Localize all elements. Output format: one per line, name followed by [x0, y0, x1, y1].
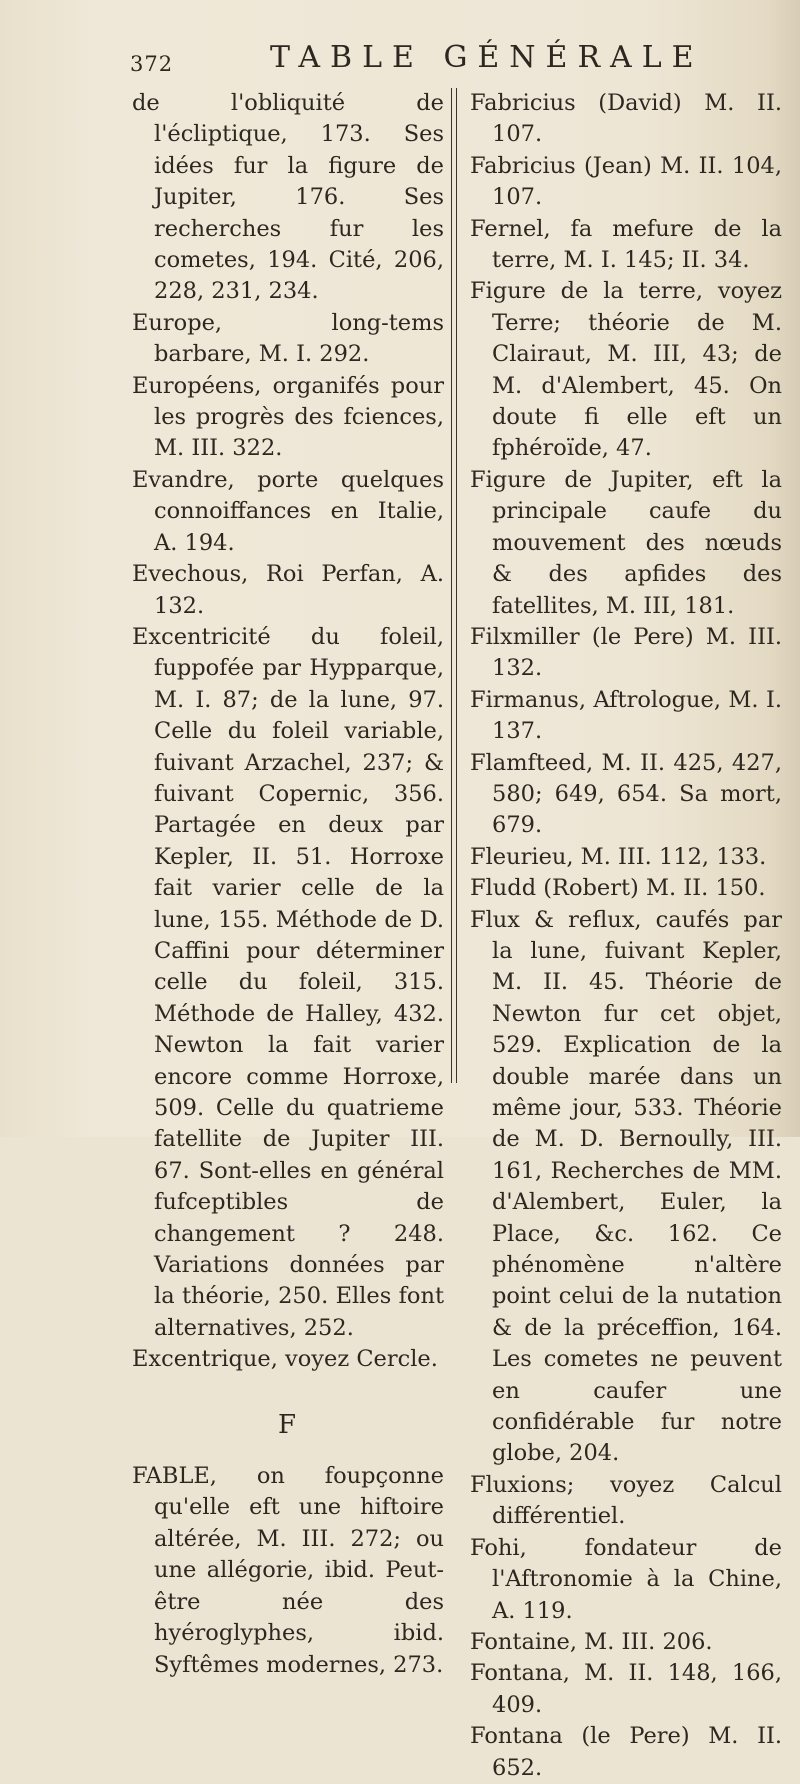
index-entry: Figure de la terre, voyez Terre; théorie de M. Clairaut, M. III, 43; de M. d'Alembert, 45. On doute fi elle eft un fphéroïde, 47. [470, 278, 782, 462]
index-entry: Fontana, M. II. 148, 166, 409. [470, 1660, 782, 1718]
index-entry: de l'obliquité de l'écliptique, 173. Ses idées fur la figure de Jupiter, 176. Ses recherches fur les cometes, 194. Cité, 206, 228, 231, 234. [132, 90, 444, 305]
index-entry: Firmanus, Aftrologue, M. I. 137. [470, 686, 782, 745]
index-entry: Evechous, Roi Perfan, A. 132. [132, 561, 444, 619]
index-entry: Flamfteed, M. II. 425, 427, 580; 649, 654. Sa mort, 679. [470, 749, 782, 839]
index-entry: Evandre, porte quelques connoiffances en Italie, A. 194. [132, 466, 444, 556]
index-entry: Fontana (le Pere) M. II. 652. [470, 1723, 782, 1781]
index-entry: Figure de Jupiter, eft la principale caufe du mouvement des nœuds & des apfides des fatellites, M. III, 181. [470, 466, 782, 619]
index-entry: Excentricité du foleil, fuppofée par Hypparque, M. I. 87; de la lune, 97. Celle du foleil variable, fuivant Arzachel, 237; & fuivant Copernic, 356. Partagée en deux par Kepler, II. 51. Horroxe fait varier celle de la lune, 155. Méthode de D. Caffini pour déterminer celle du foleil, 315. Méthode de Halley, 432. Newton la fait varier encore comme Horroxe, 509. Celle du quatrieme fatellite de Jupiter III. 67. Sont-elles en général fufceptibles de changement ? 248. Variations données par la théorie, 250. Elles font alternatives, 252. [132, 623, 444, 1341]
page-header [0, 40, 800, 80]
index-entry: Flux & reflux, caufés par la lune, fuivant Kepler, M. II. 45. Théorie de Newton fur cet objet, 529. Explication de la double marée dans un même jour, 533. Théorie de M. D. Bernoully, III. 161, Recherches de MM. d'Alembert, Euler, la Place, &c. 162. Ce phénomène n'altère point celui de la nutation & de la préceffion, 164. Les cometes ne peuvent en caufer une confidérable fur notre globe, 204. [470, 906, 782, 1467]
page-number: 372 [130, 52, 174, 76]
index-entry: Excentrique, voyez Cercle. [132, 1346, 438, 1373]
section-letter-heading: F [277, 1409, 299, 1440]
index-entry: Europe, long-tems barbare, M. I. 292. [132, 309, 444, 368]
column-divider [451, 88, 457, 1083]
index-entry: Filxmiller (le Pere) M. III. 132. [470, 623, 782, 682]
index-entry: FABLE, on foupçonne qu'elle eft une hiftoire altérée, M. III. 272; ou une allégorie, ibid. Peut-être née des hyéroglyphes, ibid. Syftêmes modernes, 273. [132, 1463, 444, 1678]
index-entry: Fleurieu, M. III. 112, 133. [470, 843, 767, 870]
index-entry: Fabricius (David) M. II. 107. [470, 90, 782, 148]
left-column [132, 88, 444, 1681]
index-entry: Fohi, fondateur de l'Aftronomie à la Chine, A. 119. [470, 1534, 782, 1624]
index-entry: Fontaine, M. III. 206. [470, 1628, 713, 1655]
index-entry: Fabricius (Jean) M. II. 104, 107. [470, 152, 782, 211]
right-column [470, 88, 782, 1784]
index-entry: Fluxions; voyez Calcul différentiel. [470, 1471, 782, 1530]
running-title: TABLE GÉNÉRALE [270, 40, 704, 75]
index-entry: Européens, organifés pour les progrès des fciences, M. III. 322. [132, 372, 444, 462]
index-entry: Fludd (Robert) M. II. 150. [470, 875, 766, 902]
index-entry: Fernel, fa mefure de la terre, M. I. 145; II. 34. [470, 215, 782, 274]
